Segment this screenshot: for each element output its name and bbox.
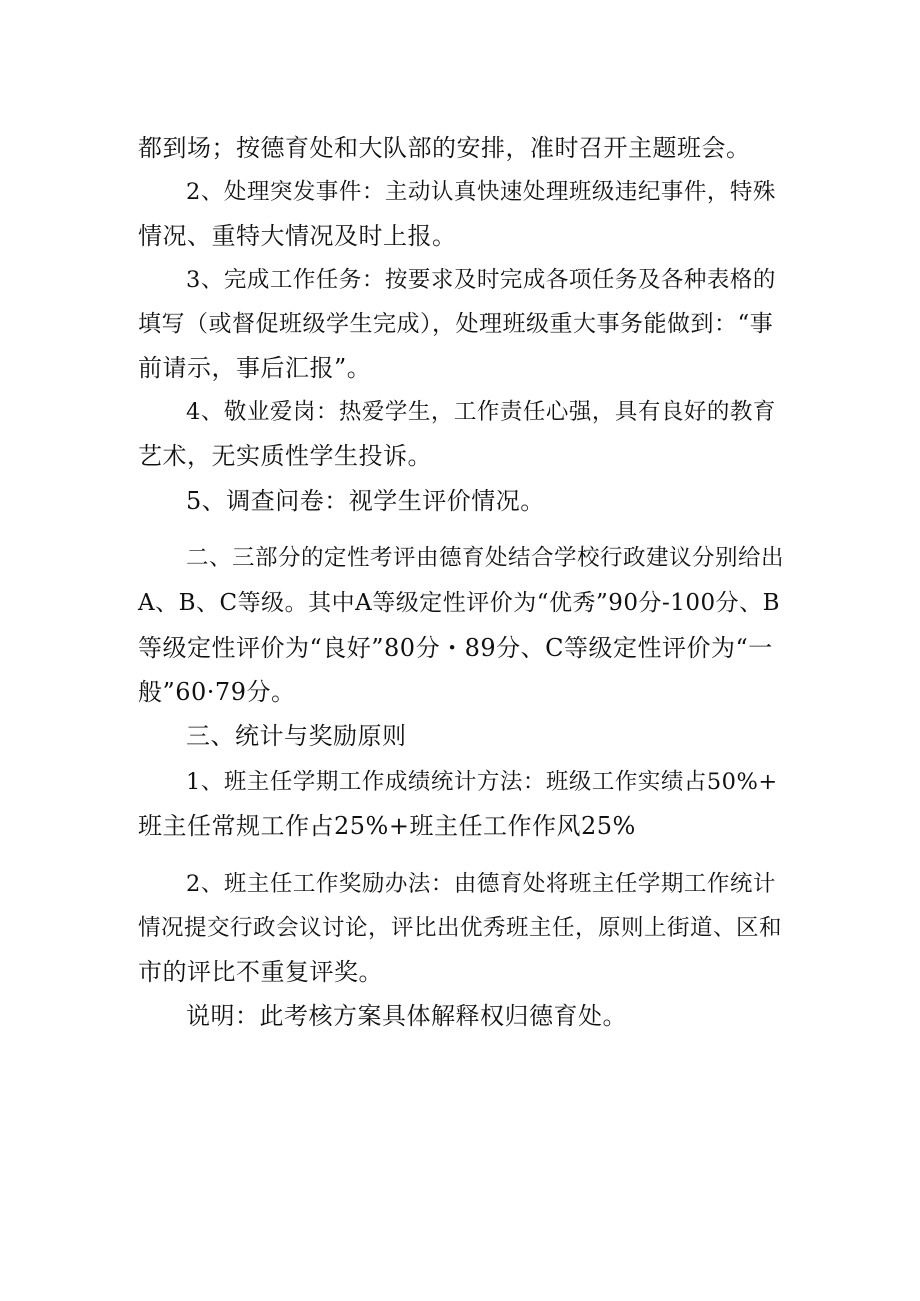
text-line: A、B、C等级。其中A等级定性评价为“优秀”90分-100分、B — [138, 590, 781, 616]
text-line: 等级定性评价为“良好”80分・89分、C等级定性评价为“一 — [138, 634, 773, 662]
text-line: 4、敬业爱岗：热爱学生，工作责任心强，具有良好的教育 — [186, 399, 776, 425]
text-line: 市的评比不重复评奖。 — [138, 958, 383, 986]
text-line: 般”60·79分。 — [138, 678, 296, 706]
text-line: 1、班主任学期工作成绩统计方法：班级工作实绩占50%+ — [186, 769, 778, 795]
text-line: 二、三部分的定性考评由德育处结合学校行政建议分别给出 — [186, 545, 785, 571]
text-line: 填写（或督促班级学生完成），处理班级重大事务能做到：“事 — [138, 311, 774, 337]
text-line: 情况提交行政会议讨论，评比出优秀班主任，原则上街道、区和 — [138, 915, 783, 941]
section-heading: 三、统计与奖励原则 — [186, 722, 407, 750]
text-line: 2、班主任工作奖励办法：由德育处将班主任学期工作统计 — [186, 871, 776, 897]
text-line: 3、完成工作任务：按要求及时完成各项任务及各种表格的 — [186, 267, 776, 293]
text-line: 5、调查问卷：视学生评价情况。 — [186, 487, 545, 515]
text-line: 情况、重特大情况及时上报。 — [138, 222, 457, 250]
text-line: 艺术，无实质性学生投诉。 — [138, 442, 432, 470]
text-line: 2、处理突发事件：主动认真快速处理班级违纪事件，特殊 — [186, 179, 776, 205]
note-line: 说明：此考核方案具体解释权归德育处。 — [186, 1002, 627, 1030]
text-line: 前请示，事后汇报”。 — [138, 354, 372, 382]
text-line: 班主任常规工作占25%+班主任工作作风25% — [138, 812, 636, 840]
text-line: 都到场；按德育处和大队部的安排，准时召开主题班会。 — [138, 134, 751, 162]
